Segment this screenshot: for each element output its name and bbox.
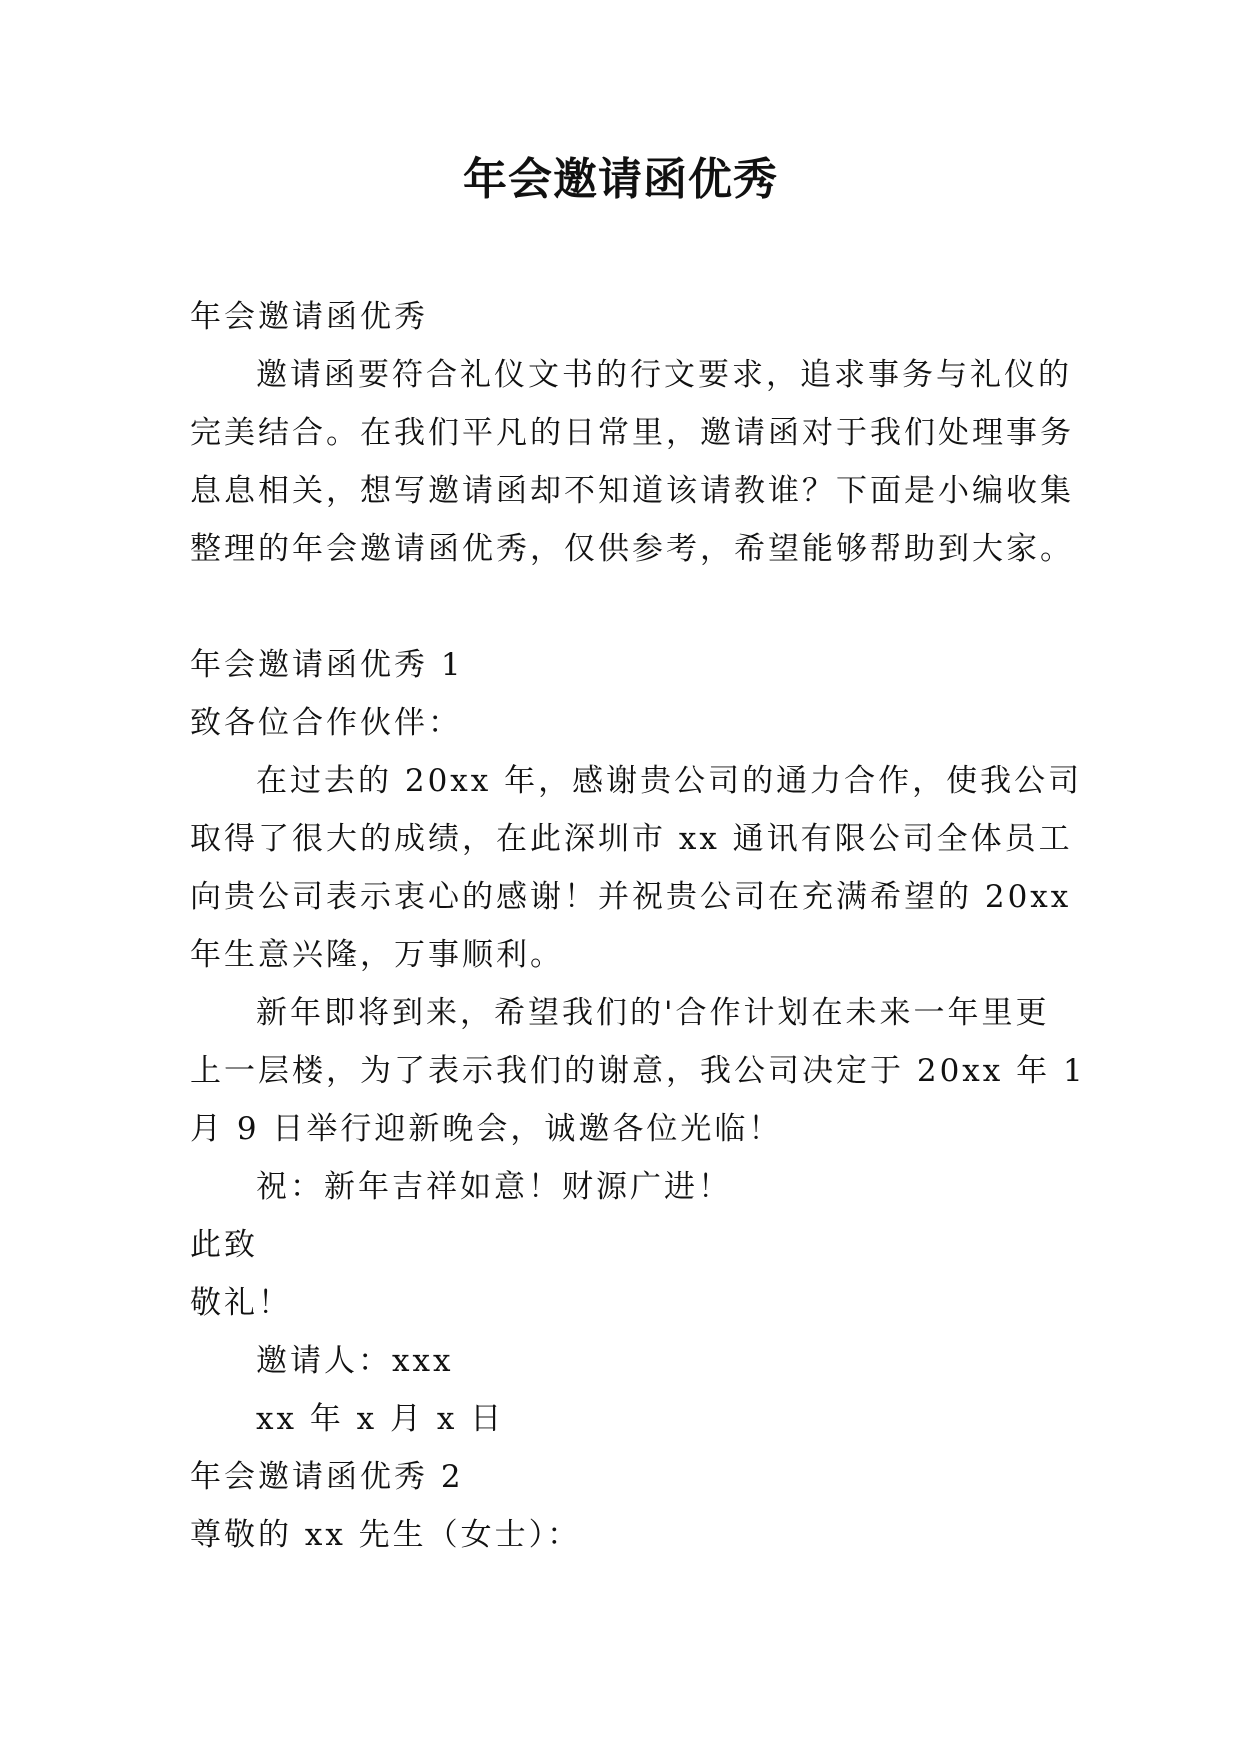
intro-heading: 年会邀请函优秀 [190,299,428,335]
letter1-para2-line: 新年即将到来，希望我们的'合作计划在未来一年里更 [256,995,1050,1031]
letter1-closing: 此致 [190,1227,258,1263]
letter2-salutation: 尊敬的 xx 先生（女士）： [190,1517,582,1553]
intro-line: 邀请函要符合礼仪文书的行文要求，追求事务与礼仪的 [256,357,1072,393]
letter1-para2-line: 上一层楼，为了表示我们的谢意，我公司决定于 20xx 年 1 [190,1053,1086,1089]
letter1-date: xx 年 x 月 x 日 [256,1401,505,1437]
letter1-heading: 年会邀请函优秀 1 [190,647,464,683]
intro-line: 完美结合。在我们平凡的日常里，邀请函对于我们处理事务 [190,415,1074,451]
letter1-para1-line: 年生意兴隆，万事顺利。 [190,937,564,973]
document-title: 年会邀请函优秀 [463,154,778,205]
document-body [190,288,1086,1564]
intro-line: 整理的年会邀请函优秀，仅供参考，希望能够帮助到大家。 [190,531,1074,567]
letter1-para1-line: 在过去的 20xx 年，感谢贵公司的通力合作，使我公司 [256,763,1083,799]
paragraph-gap [190,578,1070,636]
letter1-para2-line: 月 9 日举行迎新晚会，诚邀各位光临！ [190,1111,783,1147]
letter1-inviter: 邀请人：xxx [256,1343,454,1379]
intro-line: 息息相关，想写邀请函却不知道该请教谁？下面是小编收集 [190,473,1074,509]
letter1-wish: 祝：新年吉祥如意！财源广进！ [256,1169,732,1205]
letter1-para1-line: 取得了很大的成绩，在此深圳市 xx 通讯有限公司全体员工 [190,821,1073,857]
letter1-closing-salute: 敬礼！ [190,1285,292,1321]
letter1-para1-line: 向贵公司表示衷心的感谢！并祝贵公司在充满希望的 20xx [190,879,1072,915]
letter1-salutation: 致各位合作伙伴： [190,705,462,741]
letter2-heading: 年会邀请函优秀 2 [190,1459,464,1495]
